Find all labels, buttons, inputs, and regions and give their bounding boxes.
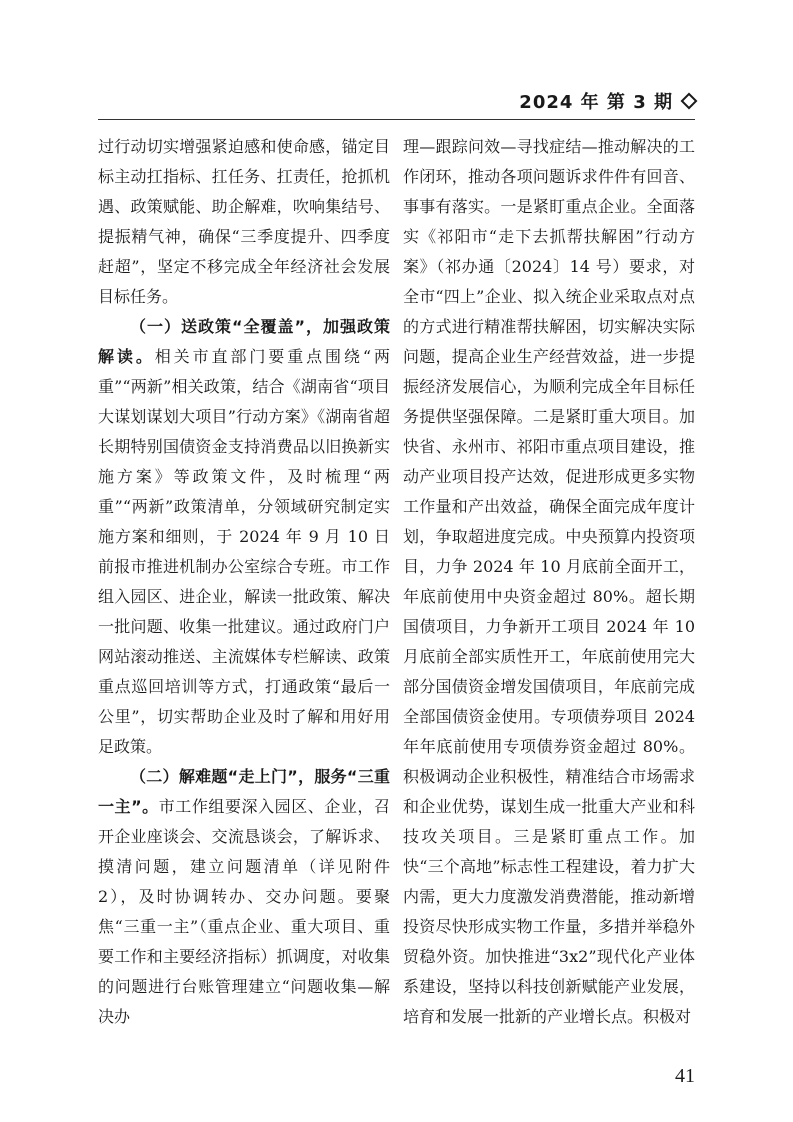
- diamond-icon: [681, 93, 698, 110]
- issue-header: [519, 88, 695, 114]
- section-1: [98, 312, 390, 762]
- section-2-heading: （二）解难题“走上门”，服务“三重一主”。: [98, 767, 390, 816]
- page-number: 41: [675, 1065, 695, 1087]
- left-column: [98, 132, 390, 1032]
- section-1-body: 相关市直部门要重点围绕“两重”“两新”相关政策，结合《湖南省“项目大谋划谋划大项目”行动方案》《湖南省超长期特别国债资金支持消费品以旧换新实施方案》等政策文件，及时梳理“两重”“两新”政策清单，分领域研究制定实施方案和细则，于 2024 年 9 月 10 日前报市推进机制办公室综合专班。市工作组入园区、进企业，解读一批政策、解决一批问题、收集一批建议。通过政府门户网站滚动推送、主流媒体专栏解读、政策重点巡回培训等方式，打通政策“最后一公里”，切实帮助企业及时了解和用好用足政策。: [98, 347, 390, 756]
- paragraph-continuation: 理—跟踪问效—寻找症结—推动解决的工作闭环，推动各项问题诉求件件有回音、事事有落实。一是紧盯重点企业。全面落实《祁阳市“走下去抓帮扶解困”行动方案》（祁办通〔2024〕14 号）要求，对全市“四上”企业、拟入统企业采取点对点的方式进行精准帮扶解困，切实解决实际问题，提高企业生产经营效益，进一步提振经济发展信心，为顺利完成全年目标任务提供坚强保障。二是紧盯重大项目。加快省、永州市、祁阳市重点项目建设，推动产业项目投产达效，促进形成更多实物工作量和产出效益，确保全面完成年度计划，争取超进度完成。中央预算内投资项目，力争 2024 年 10 月底前全面开工，年底前使用中央资金超过 80%。超长期国债项目，力争新开工项目 2024 年 10 月底前全部实质性开工，年底前使用完大部分国债资金增发国债项目，年底前完成全部国债资金使用。专项债券项目 2024 年年底前使用专项债券资金超过 80%。积极调动企业积极性，精准结合市场需求和企业优势，谋划生成一批重大产业和科技攻关项目。三是紧盯重点工作。加快“三个高地”标志性工程建设，着力扩大内需，更大力度激发消费潜能，推动新增投资尽快形成实物工作量，多措并举稳外贸稳外资。加快推进“3x2”现代化产业体系建设，坚持以科技创新赋能产业发展，培育和发展一批新的产业增长点。积极对: [403, 137, 695, 1026]
- paragraph-intro: 过行动切实增强紧迫感和使命感，锚定目标主动扛指标、扛任务、扛责任，抢抓机遇、政策赋能、助企解难，吹响集结号、提振精气神，确保“三季度提升、四季度赶超”，坚定不移完成全年经济社会发展目标任务。: [98, 137, 390, 306]
- header-rule: [98, 119, 695, 120]
- section-2: [98, 762, 390, 1032]
- section-1-heading: （一）送政策“全覆盖”，加强政策解读。: [98, 317, 390, 366]
- section-2-body: 市工作组要深入园区、企业，召开企业座谈会、交流恳谈会，了解诉求、摸清问题，建立问题清单（详见附件 2），及时协调转办、交办问题。要聚焦“三重一主”（重点企业、重大项目、重要工作和主要经济指标）抓调度，对收集的问题进行台账管理建立“问题收集—解决办: [98, 797, 390, 1026]
- issue-label: 2024 年 第 3 期: [519, 92, 673, 113]
- right-column: [403, 132, 695, 1032]
